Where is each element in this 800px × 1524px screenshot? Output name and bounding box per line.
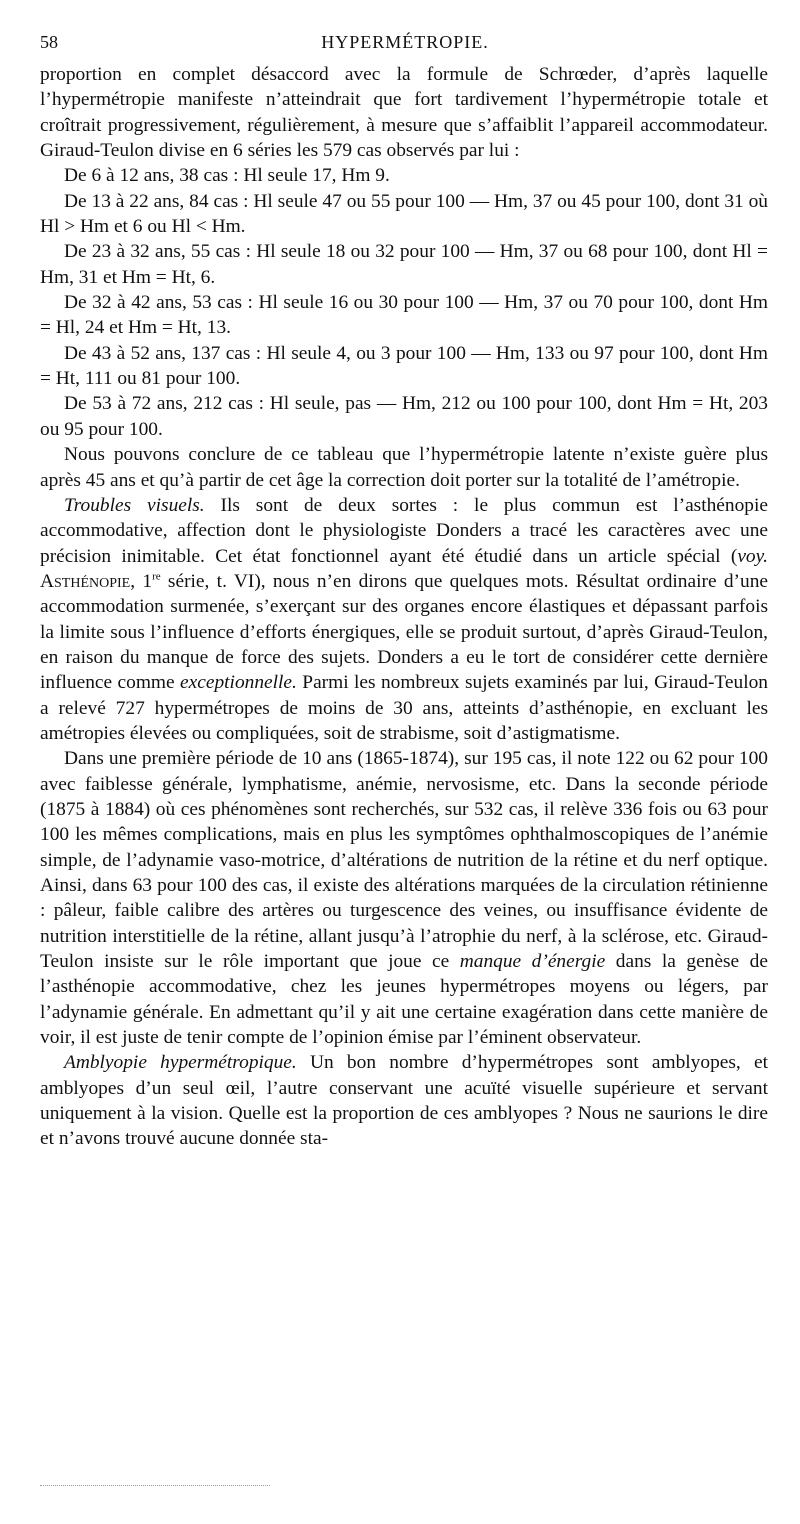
cross-reference: Asthénopie: [40, 570, 131, 592]
paragraph-periods: [40, 746, 768, 1050]
section-heading-amblyopie: Amblyopie hypermétropique.: [64, 1052, 297, 1074]
emphasis-exceptionnelle: exceptionnelle.: [180, 672, 297, 694]
text-segment: Un bon nombre d’hypermétropes sont amblyopes, et amblyopes d’un seul œil, l’autre conservant une acuïté visuelle supérieure et servant uniquement à la vision. Quelle est la proportion de ces amblyopes ? Nous ne saurions le dire et n’avons trouvé aucune donnée sta-: [40, 1052, 768, 1150]
age-series-row-1: De 6 à 12 ans, 38 cas : Hl seule 17, Hm 9.: [64, 165, 390, 187]
text-segment: Parmi les nombreux sujets examinés par lui, Giraud-Teulon a relevé 727 hypermétropes de moins de 30 ans, atteints d’asthénopie, en excluant les amétropies élevées ou compliquées, soit de strabisme, soit d’astigmatisme.: [40, 672, 769, 744]
paragraph-amblyopie: [40, 1050, 768, 1151]
paragraph-troubles-visuels: Troubles visuels. Ils sont de deux sortes : le plus commun est l’asthénopie accommodative, affection dont le physiologiste Donders a tracé les caractères avec une précision inimitable. Cet état fonctionnel ayant été étudié dans un article spécial (voy. Asthénopie, 1re série, t. VI), nous n’en dirons que quelques mots. Résultat ordinaire d’une accommodation surmenée, s’exerçant sur des organes encore élastiques et dépassant parfois la limite sous l’influence d’efforts énergiques, elle se produit surtout, d’après Giraud-Teulon, en raison du manque de force des sujets. Donders a eu le tort de considérer cette dernière influence comme exceptionnelle. Parmi les nombreux sujets examinés par lui, Giraud-Teulon a relevé 727 hypermétropes de moins de 30 ans, atteints d’asthénopie, en excluant les amétropies élevées ou compliquées, soit de strabisme, soit d’astigmatisme.: [40, 494, 769, 744]
section-heading-troubles-visuels: Troubles visuels.: [64, 494, 205, 516]
age-series-row-4: De 32 à 42 ans, 53 cas : Hl seule 16 ou 30 pour 100 — Hm, 37 ou 70 pour 100, dont Hm = Hl, 24 et Hm = Ht, 13.: [40, 292, 768, 339]
text-segment: dans la genèse de l’asthénopie accommodative, chez les jeunes hypermétropes moyens ou légers, par l’adynamie générale. En admettant qu’il y ait une certaine exagération dans cette manière de voir, il est juste de tenir compte de l’opinion émise par l’éminent observateur.: [40, 951, 768, 1049]
body-text: [40, 62, 768, 1152]
page-number: 58: [40, 32, 58, 52]
age-series-row-3: De 23 à 32 ans, 55 cas : Hl seule 18 ou 32 pour 100 — Hm, 37 ou 68 pour 100, dont Hl = Hm, 31 et Hm = Ht, 6.: [40, 241, 768, 288]
text-segment: série, t. VI), nous n’en dirons que quelques mots. Résultat ordinaire d’une accommodation surmenée, s’exerçant sur des organes encore élastiques et dépassant parfois la limite sous l’influence d’efforts énergiques, elle se produit surtout, d’après Giraud-Teulon, en raison du manque de force des sujets. Donders a eu le tort de considérer cette dernière influence comme: [40, 570, 768, 694]
emphasis-manque-energie: manque d’énergie: [459, 951, 606, 973]
page-header: [40, 30, 770, 54]
age-series-row-2: De 13 à 22 ans, 84 cas : Hl seule 47 ou 55 pour 100 — Hm, 37 ou 45 pour 100, dont 31 où Hl > Hm et 6 ou Hl < Hm.: [40, 190, 768, 238]
age-series-row-6: De 53 à 72 ans, 212 cas : Hl seule, pas — Hm, 212 ou 100 pour 100, dont Hm = Ht, 203 ou 95 pour 100.: [40, 393, 768, 440]
text-segment: Dans une première période de 10 ans (1865-1874), sur 195 cas, il note 122 ou 62 pour 100 avec faiblesse générale, lymphatisme, anémie, nervosisme, etc. Dans la seconde période (1875 à 1884) où ces phénomènes sont recherchés, sur 532 cas, il relève 336 fois ou 63 pour 100 les mêmes complications, mais en plus les symptômes ophthalmoscopiques de l’anémie simple, de l’adynamie vaso-motrice, d’altérations de nutrition de la rétine et du nerf optique. Ainsi, dans 63 pour 100 des cas, il existe des altérations marquées de la circulation rétinienne : pâleur, faible calibre des artères ou turgescence des veines, ou insuffisance évidente de nutrition interstitielle de la rétine, allant jusqu’à l’atrophie du nerf, à la sclérose, etc. Giraud-Teulon insiste sur le rôle important que joue ce: [40, 748, 768, 973]
text-segment: Ils sont de deux sortes : le plus commun est l’asthénopie accommodative, affection dont le physiologiste Donders a tracé les caractères avec une précision inimitable. Cet état fonctionnel ayant été étudié dans un article spécial (: [40, 494, 768, 567]
series-number: 1: [142, 570, 153, 592]
footer-divider: [40, 1485, 270, 1486]
age-series-row-5: De 43 à 52 ans, 137 cas : Hl seule 4, ou 3 pour 100 — Hm, 133 ou 97 pour 100, dont Hm = Ht, 111 ou 81 pour 100.: [40, 342, 768, 390]
text-segment-voy: voy.: [737, 545, 768, 567]
paragraph-continuation: proportion en complet désaccord avec la formule de Schrœder, d’après laquelle l’hypermétropie manifeste n’atteindrait que fort tardivement l’hypermétropie totale et croîtrait progressivement, régulièrement, à mesure que s’affaiblit l’appareil accommodateur. Giraud-Teulon divise en 6 séries les 579 cas observés par lui :: [40, 64, 768, 162]
series-superscript: re: [152, 570, 161, 583]
paragraph-conclusion: Nous pouvons conclure de ce tableau que l’hypermétropie latente n’existe guère plus après 45 ans et qu’à partir de cet âge la correction doit porter sur la totalité de l’amétropie.: [40, 444, 768, 491]
running-title: HYPERMÉTROPIE.: [321, 32, 489, 52]
